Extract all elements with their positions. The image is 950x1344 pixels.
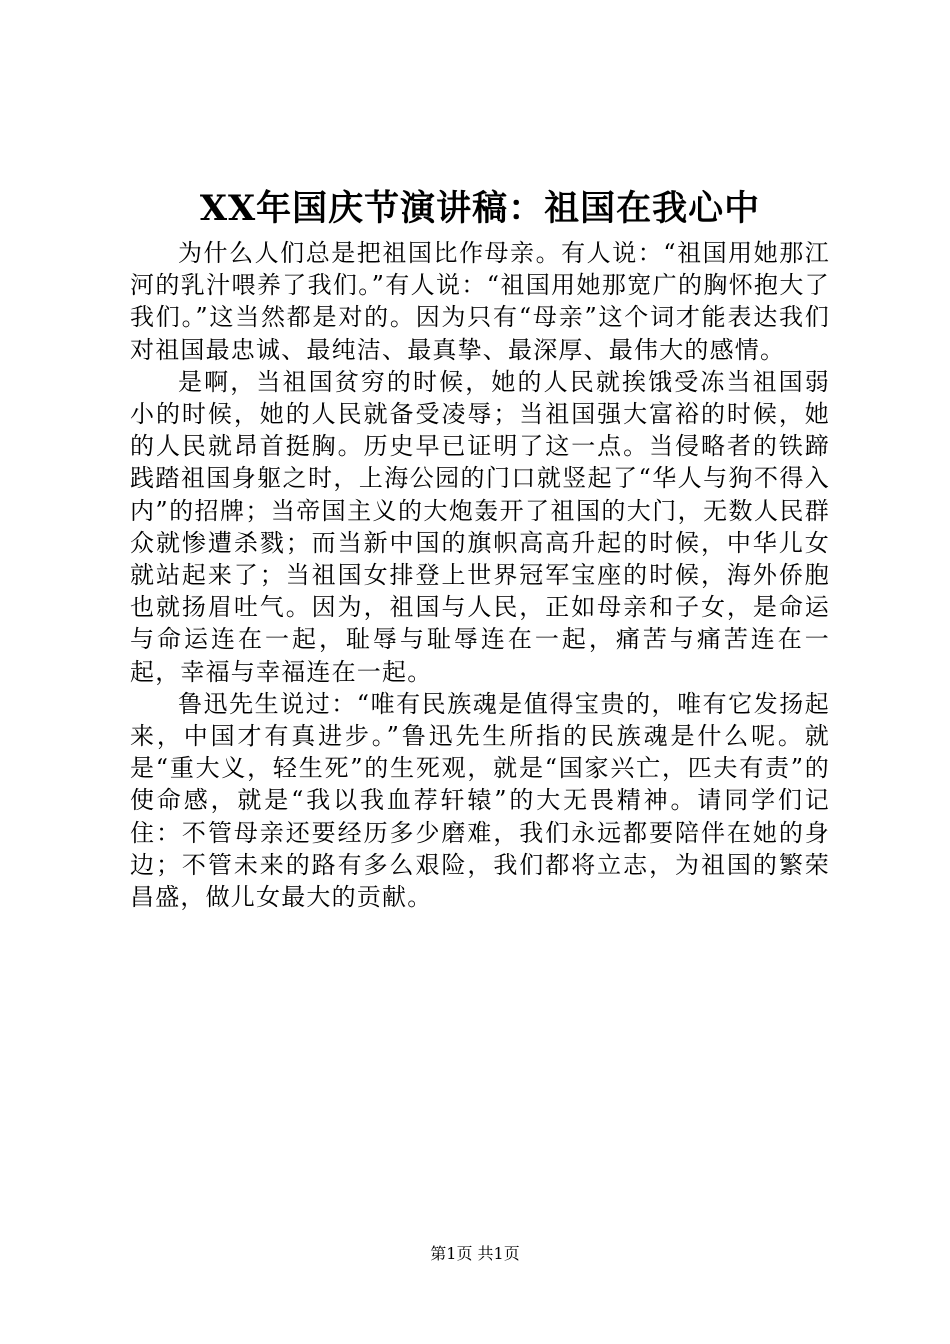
paragraph-1: 为什么人们总是把祖国比作母亲。有人说：“祖国用她那江河的乳汁喂养了我们。”有人说：“祖国用她那宽广的胸怀抱大了我们。”这当然都是对的。因为只有“母亲”这个词才能表达我们对祖国最忠诚、最纯洁、最真挚、最深厚、最伟大的感情。 bbox=[130, 239, 830, 364]
document-body bbox=[130, 237, 830, 913]
document-title: XX年国庆节演讲稿：祖国在我心中 bbox=[199, 188, 761, 229]
paragraph-2: 是啊，当祖国贫穷的时候，她的人民就挨饿受冻当祖国弱小的时候，她的人民就备受凌辱；当祖国强大富裕的时候，她的人民就昂首挺胸。历史早已证明了这一点。当侵略者的铁蹄践踏祖国身躯之时，上海公园的门口就竖起了“华人与狗不得入内”的招牌；当帝国主义的大炮轰开了祖国的大门，无数人民群众就惨遭杀戮；而当新中国的旗帜高高升起的时候，中华儿女就站起来了；当祖国女排登上世界冠军宝座的时候，海外侨胞也就扬眉吐气。因为，祖国与人民，正如母亲和子女，是命运与命运连在一起，耻辱与耻辱连在一起，痛苦与痛苦连在一起，幸福与幸福连在一起。 bbox=[130, 367, 830, 686]
paragraph-3: 鲁迅先生说过：“唯有民族魂是值得宝贵的，唯有它发扬起来，中国才有真进步。”鲁迅先生所指的民族魂是什么呢。就是“重大义，轻生死”的生死观，就是“国家兴亡，匹夫有责”的使命感，就是“我以我血荐轩辕”的大无畏精神。请同学们记住：不管母亲还要经历多少磨难，我们永远都要陪伴在她的身边；不管未来的路有多么艰险，我们都将立志，为祖国的繁荣昌盛，做儿女最大的贡献。 bbox=[130, 689, 830, 912]
page-footer: 第1页 共1页 bbox=[430, 1244, 520, 1263]
